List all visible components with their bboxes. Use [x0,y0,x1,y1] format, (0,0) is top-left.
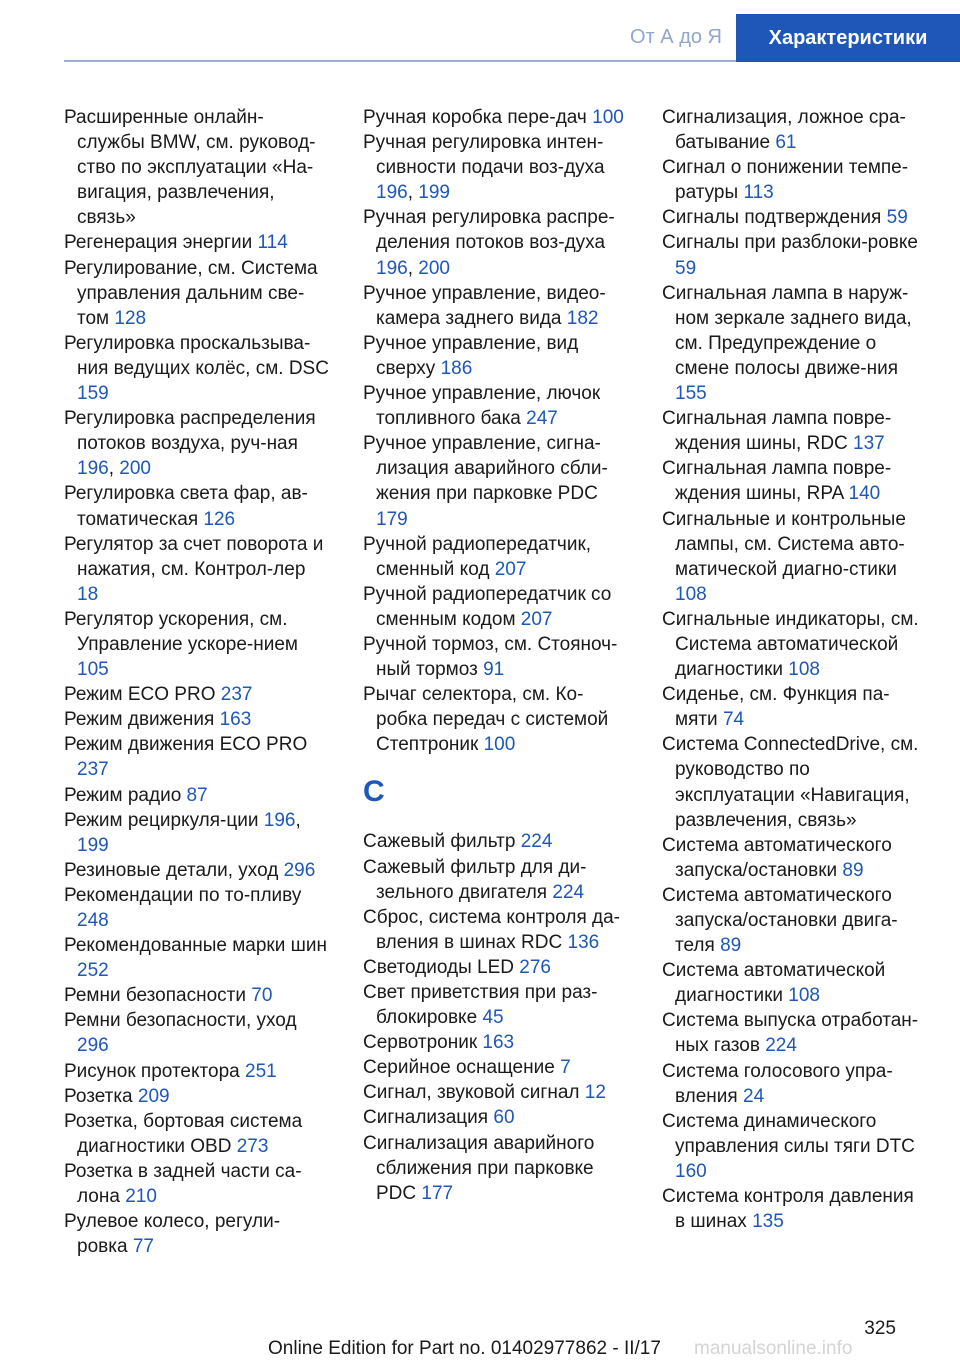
page-link[interactable]: 135 [752,1211,784,1233]
index-entry [363,1055,629,1080]
page-link[interactable]: 251 [245,1060,277,1082]
index-entry [363,1131,629,1206]
page-link[interactable]: 200 [119,458,151,480]
entry-term: Регулировка света фар, ав‐томатическая [64,483,308,530]
index-entry [64,858,330,883]
page-link[interactable]: 61 [775,132,797,154]
index-entry [64,1084,330,1109]
index-entry [363,1080,629,1105]
page-link[interactable]: 186 [440,357,473,379]
page-link[interactable]: 159 [77,383,109,405]
entry-term: Система выпуска отработан‐ных газов [662,1010,919,1057]
index-entry [363,532,629,582]
page-link[interactable]: 179 [376,508,408,530]
page-link[interactable]: 108 [788,985,820,1007]
index-entry [662,205,928,230]
index-entry [363,855,629,905]
page-link[interactable]: 199 [418,182,450,204]
page-link[interactable]: 24 [743,1085,765,1107]
entry-term: Сигнальная лампа повре‐ждения шины, RPA [662,458,892,505]
page-link[interactable]: 114 [257,232,288,254]
entry-term: Розетка, бортовая система диагностики OBD [64,1110,303,1157]
entry-term: Свет приветствия при раз‐блокировке [363,982,598,1029]
index-entry [64,933,330,983]
index-entry [363,281,629,331]
page-link[interactable]: 200 [418,257,450,279]
entry-term: Режим рециркуля‐ции [64,809,259,831]
entry-term: Светодиоды LED [363,956,515,978]
entry-term: Регулятор ускорения, см. Управление ускоре‐нием [64,608,298,655]
entry-term: Регулятор за счет поворота и нажатия, см. Контрол‐лер [64,533,324,580]
entry-term: Ручной радиопередатчик со сменным кодом [363,583,612,630]
index-entry [363,1105,629,1130]
page-link[interactable]: 140 [848,483,881,505]
page-link[interactable]: 100 [592,107,624,128]
page-link[interactable]: 273 [236,1135,269,1157]
page-link[interactable]: 196 [263,809,296,831]
site-watermark: manualsonline.info [694,1338,853,1359]
entry-term: Система контроля давления в шинах [662,1186,914,1233]
page-link[interactable]: 128 [114,307,147,329]
entry-term: Режим движения ECO PRO [64,734,308,756]
index-entry [363,980,629,1030]
entry-term: Регулирование, см. Система управления дальним све‐том [64,257,318,329]
entry-term: Сигнальные индикаторы, см. Система автоматической диагностики [662,608,919,681]
breadcrumb[interactable]: От А до Я [630,26,722,48]
entry-term: Режим движения [64,709,215,731]
page-link[interactable]: 137 [853,433,885,455]
entry-term: Серийное оснащение [363,1057,555,1079]
entry-term: Система автоматической диагностики [662,960,886,1007]
entry-term: Сигнализация аварийного сближения при парковке PDC [363,1132,595,1204]
page-link[interactable]: 248 [77,910,109,931]
section-tab[interactable]: Характеристики [736,14,960,62]
entry-term: Система ConnectedDrive, см. руководство по эксплуатации «Навигация, развлечения, связь» [662,734,919,831]
page-link[interactable]: 155 [675,383,707,405]
entry-term: Резиновые детали, уход [64,859,279,881]
index-entry [662,105,928,155]
page-link[interactable]: 70 [251,985,273,1007]
page-link[interactable]: 199 [77,834,109,856]
index-entry [662,507,928,607]
entry-term: Ручной тормоз, см. Стояноч‐ный тормоз [363,633,618,681]
page-link[interactable]: 7 [560,1057,571,1079]
page-link[interactable]: 207 [494,558,527,580]
entry-term: Ремни безопасности [64,985,246,1007]
index-entry [662,883,928,958]
index-entry [363,331,629,381]
edition-note: Online Edition for Part no. 01402977862 - II/17 [268,1338,661,1359]
index-entry [64,883,330,933]
entry-term: Сажевый фильтр [363,831,516,853]
entry-term: Ручное управление, вид сверху [363,332,579,379]
entry-term: Сигнализация [363,1107,489,1129]
index-entry [64,532,330,607]
index-entry [363,829,629,854]
index-entry [64,481,330,531]
entry-term: Система автоматического запуска/остановки [662,834,892,881]
index-entry [64,230,330,255]
index-entry [64,331,330,406]
page-link[interactable]: 113 [743,182,774,204]
entry-term: Сигнальные и контрольные лампы, см. Система авто‐матической диагно‐стики [662,508,906,580]
index-entry [662,155,928,205]
index-entry [662,1109,928,1184]
index-entry [64,1209,330,1259]
index-entry: Ручная регулировка распре‐деления потоков воз‐духа 196, 200 [363,207,615,279]
index-entry [363,105,629,130]
index-entry [662,1184,928,1234]
index-entry [662,406,928,456]
page-link[interactable]: 18 [77,583,99,605]
index-entry [662,732,928,832]
entry-term: Розетка [64,1085,133,1107]
page-link[interactable]: 59 [675,257,697,279]
index-entry [662,230,928,280]
index-entry: Ручная регулировка интен‐сивности подачи воз‐духа 196, 199 [363,132,605,204]
page-link[interactable]: 296 [283,859,316,881]
page-link[interactable]: 237 [220,684,253,706]
page-link[interactable]: 160 [675,1160,707,1182]
page-link[interactable]: 182 [566,307,599,329]
page-header [0,0,960,62]
entry-term: Сигнализация, ложное сра‐батывание [662,107,906,154]
page-link[interactable]: 74 [722,709,745,731]
page-link[interactable]: 276 [519,956,551,978]
page-link[interactable]: 296 [77,1035,109,1057]
entry-term: Регулировка проскальзыва‐ния ведущих колёс, см. DSC [64,332,329,379]
entry-term: Ремни безопасности, уход [64,1010,297,1032]
page-link[interactable]: 108 [675,583,707,605]
page-link[interactable]: 91 [483,659,505,681]
index-column-2 [363,105,629,1206]
index-entry [662,833,928,883]
page-link[interactable]: 126 [203,508,236,530]
index-entry [64,105,330,230]
index-entry [662,607,928,682]
entry-term: Система голосового упра‐вления [662,1060,893,1107]
page-link[interactable]: 60 [493,1107,515,1129]
page-link[interactable]: 59 [886,207,908,229]
entry-term: Режим радио [64,784,182,806]
page-link[interactable]: 12 [584,1082,606,1104]
entry-term: Сигнал, звуковой сигнал [363,1082,580,1104]
page-link[interactable]: 89 [842,859,864,881]
page-link[interactable]: 247 [526,408,558,430]
index-entry [363,632,629,682]
entry-term: Сигнальная лампа в наруж‐ном зеркале заднего вида, см. Предупреждение о смене полосы движе‐ния [662,282,912,379]
index-entry [64,1109,330,1159]
entry-term: Сброс, система контроля да‐вления в шинах RDC [363,906,621,953]
page-link[interactable]: 163 [219,709,252,731]
entry-term: Рекомендованные марки шин [64,935,327,957]
index-entry [363,682,629,757]
entry-term: Сигнальная лампа повре‐ждения шины, RDC [662,408,892,455]
entry-term: Рисунок протектора [64,1060,240,1082]
entry-term: Ручное управление, лючок топливного бака [363,383,601,430]
page-link[interactable]: 108 [788,659,820,681]
page-link[interactable]: 45 [482,1007,504,1029]
entry-term: Регенерация энергии [64,232,253,254]
entry-term: Ручное управление, сигна‐лизация аварийного сбли‐жения при парковке PDC [363,433,608,505]
index-entry [363,381,629,431]
page-link[interactable]: 209 [137,1085,170,1107]
page-link[interactable]: 224 [765,1035,797,1057]
entry-term: Сервотроник [363,1032,478,1054]
entry-term: Ручная регулировка распре‐деления потоков воз‐духа [363,207,615,254]
index-entry [662,456,928,506]
entry-term: Сигналы подтверждения [662,207,882,229]
entry-term: Ручное управление, видео‐камера заднего вида [363,282,606,329]
page-link[interactable]: 100 [483,734,516,756]
entry-term: Система динамического управления силы тяги DTC [662,1110,915,1157]
index-column-1 [64,105,330,1259]
index-entry [64,1008,330,1058]
page-link[interactable]: 177 [421,1182,454,1204]
page-link[interactable]: 105 [77,659,109,681]
index-entry [363,431,629,531]
index-entry [662,958,928,1008]
page-link[interactable]: 224 [520,831,553,853]
index-entry [363,582,629,632]
entry-term: Розетка в задней части са‐лона [64,1160,302,1208]
page-link[interactable]: 163 [482,1032,515,1054]
index-entry: Регулировка распределения потоков воздуха, руч‐ная 196, 200 [64,408,316,480]
entry-term: Расширенные онлайн‐службы BMW, см. руковод‐ство по эксплуатации «На‐вигация, развлечения, связь» [64,107,316,229]
entry-term: Сажевый фильтр для ди‐зельного двигателя [363,856,587,903]
page-link[interactable]: 252 [77,960,109,982]
index-entry [662,1059,928,1109]
index-entry [64,783,330,808]
entry-term: Рекомендации по то‐пливу [64,884,302,906]
page-link[interactable]: 207 [520,608,553,630]
entry-term: Ручная коробка пере‐дач [363,107,587,128]
page-link[interactable]: 89 [720,935,742,957]
index-entry [363,955,629,980]
page-link[interactable]: 77 [132,1236,154,1258]
page-link[interactable]: 196 [77,458,109,480]
index-entry: Режим рециркуля‐ции 196, 199 [64,809,301,856]
index-entry [64,682,330,707]
index-column-3 [662,105,928,1234]
page-link[interactable]: 196 [376,182,408,204]
index-entry [64,1059,330,1084]
entry-term: Сиденье, см. Функция па‐мяти [662,684,890,731]
entry-term: Сигналы при разблоки‐ровке [662,232,918,254]
index-entry [363,905,629,955]
entry-term: Ручной радиопередатчик, сменный код [363,533,592,580]
index-entry [64,983,330,1008]
index-entry [64,1159,330,1209]
entry-term: Регулировка распределения потоков воздуха, руч‐ная [64,408,316,455]
index-entry [662,682,928,732]
entry-term: Сигнал о понижении темпе‐ратуры [662,157,909,204]
entry-term: Рулевое колесо, регули‐ровка [64,1211,281,1258]
index-entry [64,256,330,331]
index-entry [662,1008,928,1058]
index-entry [64,707,330,732]
page-link[interactable]: 196 [376,257,408,279]
entry-term: Режим ECO PRO [64,684,216,706]
section-letter: С [363,775,385,809]
entry-term: Система автоматического запуска/остановки двига‐теля [662,884,898,957]
entry-term: Ручная регулировка интен‐сивности подачи воз‐духа [363,132,605,179]
page-link[interactable]: 237 [77,759,109,781]
index-entry [64,607,330,682]
page-link[interactable]: 87 [186,784,208,806]
page-link[interactable]: 136 [567,931,600,953]
page-link[interactable]: 210 [125,1186,157,1208]
index-entry [64,732,330,782]
page-number: 325 [864,1318,896,1339]
page-link[interactable]: 224 [552,881,585,903]
index-entry [363,1030,629,1055]
entry-term: Рычаг селектора, см. Ко‐робка передач с системой Стептроник [363,684,609,756]
index-entry [662,281,928,406]
